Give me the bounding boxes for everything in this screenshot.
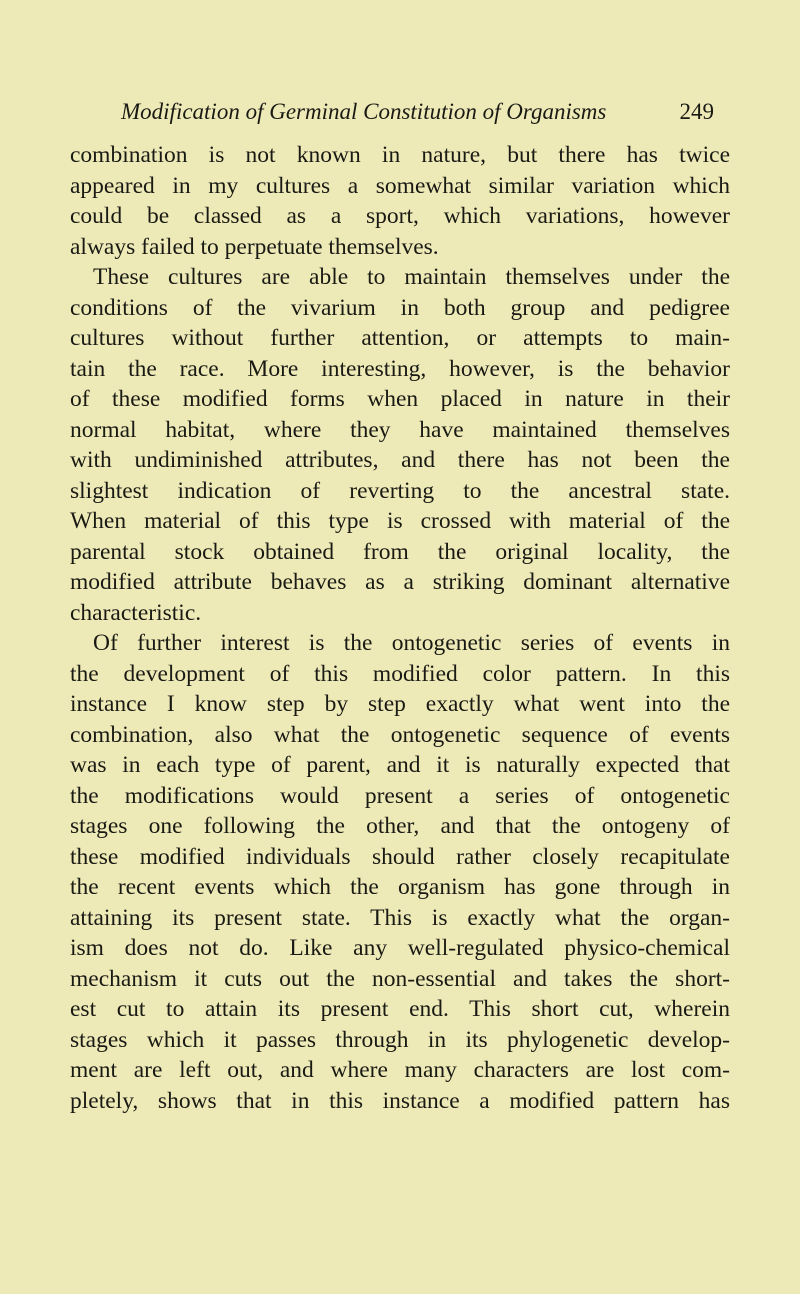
text-line: characteristic. (70, 599, 202, 626)
text-line: appeared in my cultures a somewhat similar variation which (70, 172, 730, 199)
text-line: normal habitat, where they have maintained themselves (70, 416, 730, 443)
text-line: mechanism it cuts out the non-essential and takes the short- (70, 965, 730, 992)
text-line: ment are left out, and where many characters are lost com- (70, 1057, 730, 1083)
text-line: the recent events which the organism has gone through in (70, 874, 730, 900)
text-line: could be classed as a sport, which variations, however (70, 203, 730, 229)
text-line: Of further interest is the ontogenetic series of events in (93, 630, 730, 656)
running-head (70, 92, 730, 132)
text-line: attaining its present state. This is exactly what the organ- (70, 904, 730, 931)
text-line: conditions of the vivarium in both group and pedigree (70, 294, 730, 321)
text-line: stages one following the other, and that the ontogeny of (70, 813, 730, 839)
text-line: always failed to perpetuate themselves. (70, 233, 439, 260)
running-title: Modification of Germinal Constitution of Organisms (121, 99, 607, 124)
text-line: of these modified forms when placed in nature in their (70, 386, 730, 412)
text-line: stages which it passes through in its phylogenetic develop- (70, 1026, 730, 1053)
text-line: cultures without further attention, or attempts to main- (70, 325, 730, 351)
page-content (70, 92, 730, 1116)
text-line: pletely, shows that in this instance a modified pattern has (70, 1087, 730, 1114)
text-line: the development of this modified color pattern. In this (70, 660, 730, 687)
text-line: When material of this type is crossed with material of the (70, 508, 730, 534)
text-line: tain the race. More interesting, however, is the behavior (70, 355, 730, 382)
text-line: est cut to attain its present end. This short cut, wherein (70, 996, 730, 1022)
text-line: the modifications would present a series of ontogenetic (70, 782, 730, 809)
text-line: combination is not known in nature, but there has twice (70, 142, 730, 168)
page-number: 249 (679, 99, 714, 124)
text-line: these modified individuals should rather closely recapitulate (70, 843, 730, 870)
text-line: ism does not do. Like any well-regulated physico-chemical (70, 935, 730, 961)
text-line: parental stock obtained from the original locality, the (70, 538, 730, 565)
body-text (70, 140, 730, 1116)
text-line: These cultures are able to maintain themselves under the (93, 264, 730, 290)
text-line: modified attribute behaves as a striking dominant alternative (70, 569, 730, 595)
paragraph (70, 628, 730, 1116)
text-line: with undiminished attributes, and there has not been the (70, 447, 730, 473)
text-line: slightest indication of reverting to the ancestral state. (70, 477, 730, 504)
text-line: combination, also what the ontogenetic sequence of events (70, 721, 730, 748)
paragraph (70, 262, 730, 628)
text-line: was in each type of parent, and it is naturally expected that (70, 752, 730, 778)
text-line: instance I know step by step exactly what went into the (70, 691, 730, 717)
paragraph (70, 140, 730, 262)
